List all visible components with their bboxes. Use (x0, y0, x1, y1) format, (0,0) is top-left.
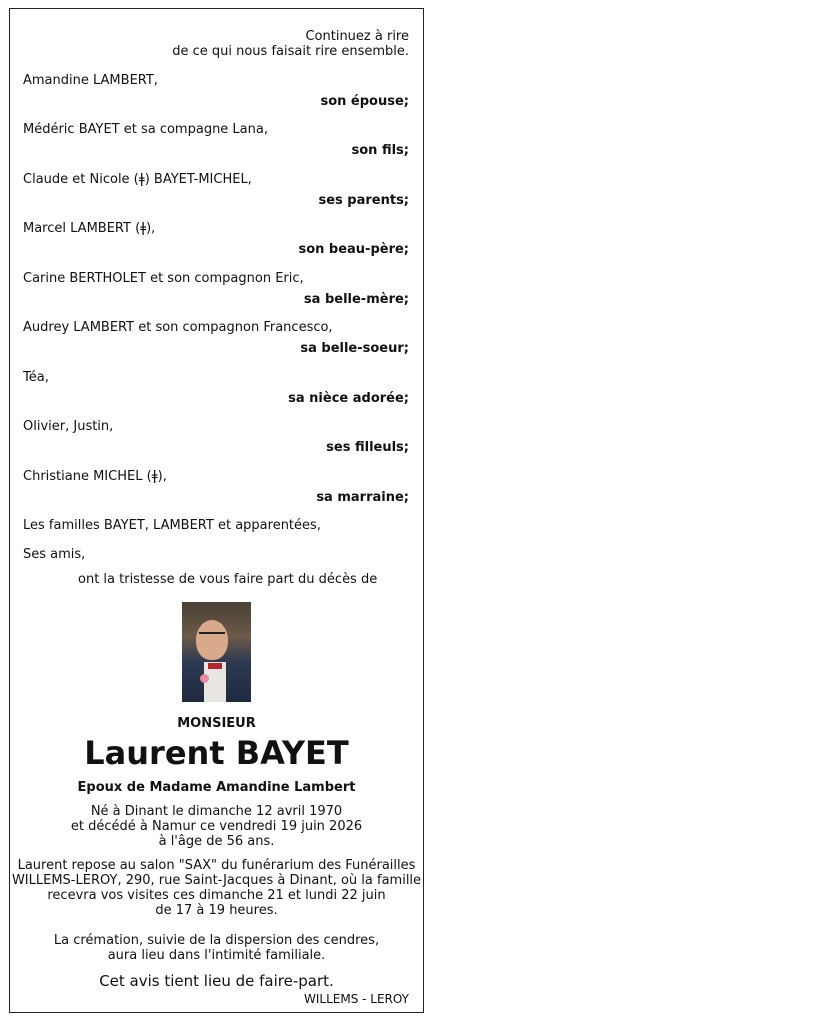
announcement-line: ont la tristesse de vous faire part du décès de (78, 572, 378, 587)
family-member-relation: sa nièce adorée; (288, 391, 409, 406)
families-line: Les familles BAYET, LAMBERT et apparentées, (23, 518, 321, 533)
family-member-relation: son fils; (351, 143, 409, 158)
family-member-name: Audrey LAMBERT et son compagnon Francesco, (23, 320, 333, 335)
birth-death-line: et décédé à Namur ce vendredi 19 juin 2026 (70, 819, 363, 834)
family-member-name: Téa, (23, 370, 49, 385)
family-member-name: Amandine LAMBERT, (23, 73, 158, 88)
obituary-notice (9, 8, 424, 1013)
family-member-relation: son épouse; (320, 94, 409, 109)
closing-line: Cet avis tient lieu de faire-part. (99, 972, 334, 990)
quote-line: de ce qui nous faisait rire ensemble. (172, 44, 409, 59)
visitation-line: de 17 à 19 heures. (155, 903, 278, 918)
family-member-relation: son beau-père; (298, 242, 409, 257)
family-member-name: Médéric BAYET et sa compagne Lana, (23, 122, 268, 137)
friends-line: Ses amis, (23, 547, 86, 562)
quote-line: Continuez à rire (305, 29, 409, 44)
cremation-line: aura lieu dans l'intimité familiale. (107, 948, 326, 963)
deceased-name: Laurent BAYET (84, 734, 349, 772)
funeral-home-signature: WILLEMS - LEROY (303, 992, 409, 1006)
visitation-line: recevra vos visites ces dimanche 21 et lundi 22 juin (47, 888, 386, 903)
family-member-relation: ses filleuls; (326, 440, 409, 455)
family-member-name: Christiane MICHEL (ǂ), (23, 469, 167, 484)
family-member-name: Marcel LAMBERT (ǂ), (23, 221, 156, 236)
visitation-line: WILLEMS-LEROY, 290, rue Saint-Jacques à Dinant, où la famille (11, 873, 422, 888)
family-member-relation: sa belle-mère; (303, 292, 409, 307)
family-member-relation: ses parents; (318, 193, 409, 208)
family-member-name: Carine BERTHOLET et son compagnon Eric, (23, 271, 304, 286)
spouse-line: Epoux de Madame Amandine Lambert (77, 780, 356, 795)
family-member-name: Olivier, Justin, (23, 419, 114, 434)
family-member-name: Claude et Nicole (ǂ) BAYET-MICHEL, (23, 172, 252, 187)
birth-death-line: Né à Dinant le dimanche 12 avril 1970 (90, 804, 343, 819)
deceased-portrait-photo (182, 602, 251, 702)
honorific-title: MONSIEUR (177, 716, 256, 731)
family-member-relation: sa marraine; (316, 490, 409, 505)
cremation-line: La crémation, suivie de la dispersion des cendres, (53, 933, 380, 948)
birth-death-line: à l'âge de 56 ans. (158, 834, 275, 849)
family-member-relation: sa belle-soeur; (300, 341, 409, 356)
visitation-line: Laurent repose au salon "SAX" du funérarium des Funérailles (17, 858, 416, 873)
